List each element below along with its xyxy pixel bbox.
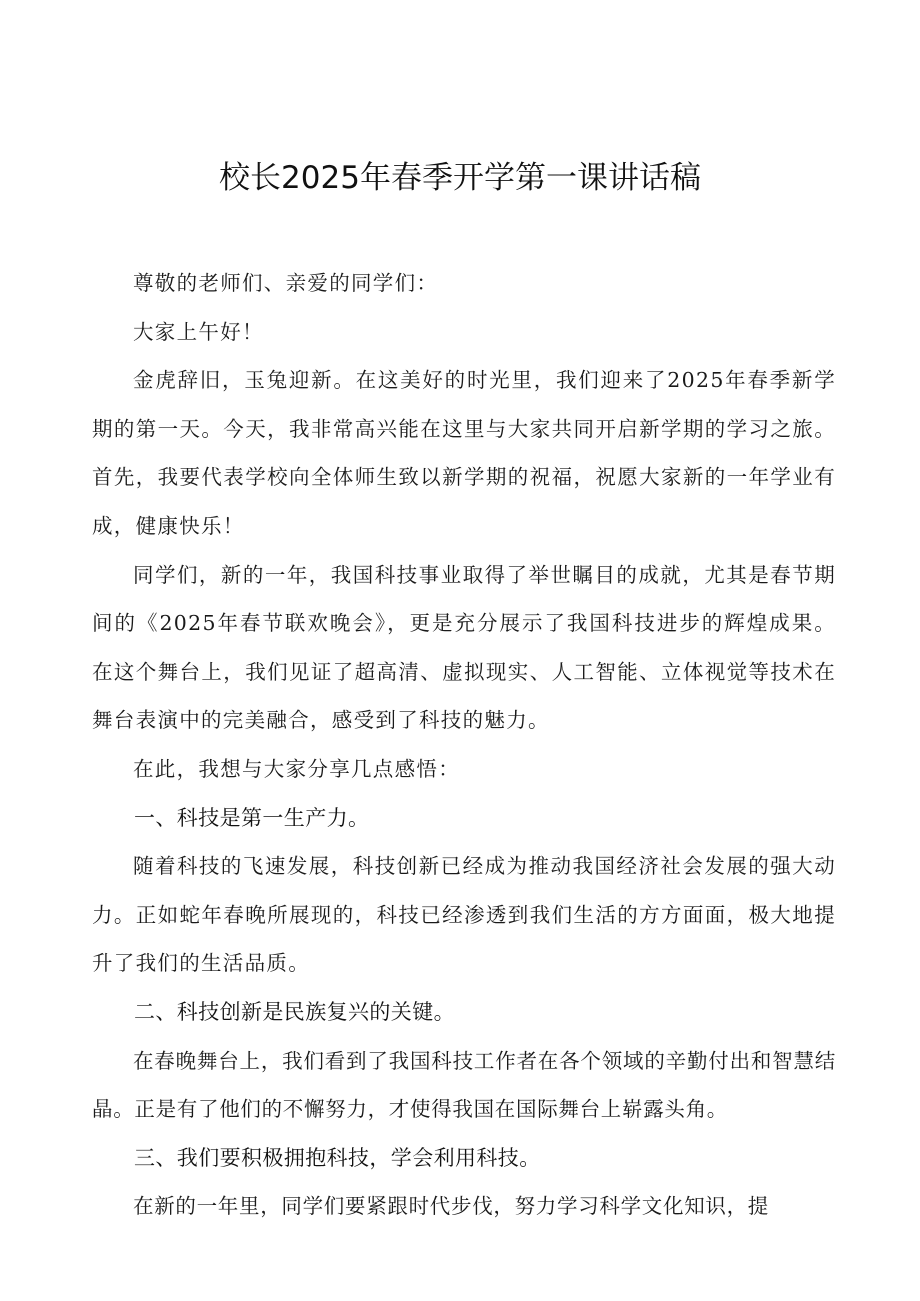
paragraph-5: 在春晚舞台上，我们看到了我国科技工作者在各个领域的辛勤付出和智慧结晶。正是有了他们的不懈努力，才使得我国在国际舞台上崭露头角。 <box>92 1048 836 1122</box>
paragraph-2: 同学们，新的一年，我国科技事业取得了举世瞩目的成就，尤其是春节期间的《2025年春节联欢晚会》，更是充分展示了我国科技进步的辉煌成果。在这个舞台上，我们见证了超高清、虚拟现实、人工智能、立体视觉等技术在舞台表演中的完美融合，感受到了科技的魅力。 <box>92 562 836 733</box>
heading-1: 一、科技是第一生产力。 <box>134 805 370 830</box>
salutation: 大家上午好！ <box>133 319 264 344</box>
document-title: 校长2025年春季开学第一课讲话稿 <box>219 160 701 196</box>
document-body <box>92 259 836 1231</box>
paragraph-1: 金虎辞旧，玉兔迎新。在这美好的时光里，我们迎来了2025年春季新学期的第一天。今天，我非常高兴能在这里与大家共同开启新学期的学习之旅。首先，我要代表学校向全体师生致以新学期的祝福，祝愿大家新的一年学业有成，健康快乐！ <box>92 368 836 538</box>
paragraph-4: 随着科技的飞速发展，科技创新已经成为推动我国经济社会发展的强大动力。正如蛇年春晚所展现的，科技已经渗透到我们生活的方方面面，极大地提升了我们的生活品质。 <box>92 854 836 976</box>
paragraph-6: 在新的一年里，同学们要紧跟时代步伐，努力学习科学文化知识，提 <box>133 1194 769 1219</box>
paragraph-3: 在此，我想与大家分享几点感悟： <box>133 756 460 781</box>
heading-3: 三、我们要积极拥抱科技，学会利用科技。 <box>134 1145 541 1170</box>
heading-2: 二、科技创新是民族复兴的关键。 <box>134 999 455 1024</box>
greeting: 尊敬的老师们、亲爱的同学们： <box>133 271 439 295</box>
